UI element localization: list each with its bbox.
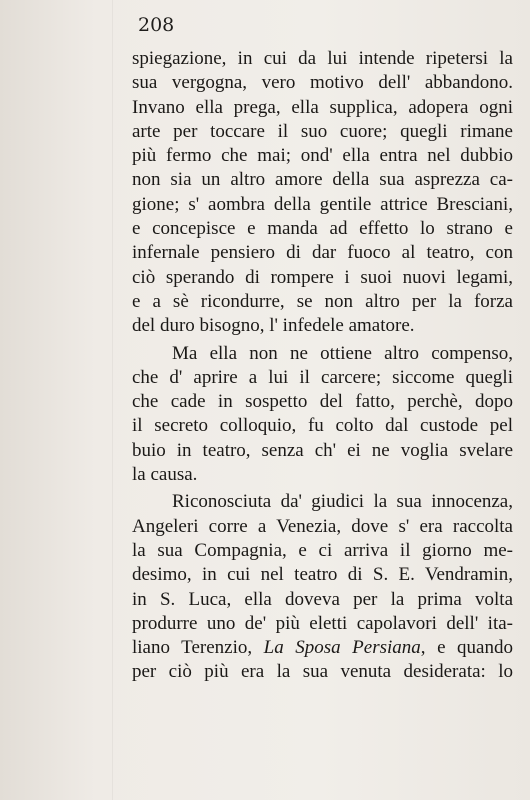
text-line: infernale pensiero di dar fuoco al teatro, con <box>132 242 513 264</box>
text-line: e a sè ricondurre, se non altro per la forza <box>132 290 513 312</box>
text-line: sua vergogna, vero motivo dell' abbandono. <box>132 72 513 94</box>
work-title-italic: La Sposa Persiana <box>263 637 421 659</box>
text-line: gione; s' aombra della gentile attrice Bresciani, <box>132 193 513 215</box>
text-line: la causa. <box>132 464 198 486</box>
text-line-with-italic-title <box>132 636 513 660</box>
page-margin-shadow <box>112 0 113 800</box>
text-line: per ciò più era la sua venuta desiderata: lo <box>132 661 513 683</box>
text-line: Riconosciuta da' giudici la sua innocenza, <box>172 491 513 513</box>
paragraph-1 <box>132 47 513 339</box>
text-line: spiegazione, in cui da lui intende ripetersi la <box>132 48 513 69</box>
text-segment: liano Terenzio, <box>132 637 264 659</box>
body-text <box>132 47 513 685</box>
text-line: più fermo che mai; ond' ella entra nel dubbio <box>132 145 513 167</box>
text-line: produrre uno de' più eletti capolavori dell' ita- <box>132 612 513 634</box>
text-segment: , e quando <box>420 637 513 659</box>
text-line: in S. Luca, ella doveva per la prima volta <box>132 588 513 610</box>
text-line: non sia un altro amore della sua asprezza ca- <box>132 169 513 191</box>
text-line: arte per toccare il suo cuore; quegli rimane <box>132 120 513 142</box>
text-line: ciò sperando di rompere i suoi nuovi legami, <box>132 266 513 288</box>
page-number: 208 <box>138 14 175 36</box>
text-line: Invano ella prega, ella supplica, adopera ogni <box>132 96 513 118</box>
text-line: Ma ella non ne ottiene altro compenso, <box>172 342 513 364</box>
text-line: il secreto colloquio, fu colto dal custode pel <box>132 415 513 437</box>
text-line: che d' aprire a lui il carcere; siccome quegli <box>132 366 513 388</box>
text-line: che cade in sospetto del fatto, perchè, dopo <box>132 391 513 413</box>
text-line: del duro bisogno, l' infedele amatore. <box>132 315 415 337</box>
text-line: Angeleri corre a Venezia, dove s' era raccolta <box>132 515 513 537</box>
text-line: e concepisce e manda ad effetto lo strano e <box>132 218 513 240</box>
text-line: desimo, in cui nel teatro di S. E. Vendramin, <box>132 564 513 586</box>
text-line: buio in teatro, senza ch' ei ne voglia svelare <box>132 439 513 461</box>
text-line: la sua Compagnia, e ci arriva il giorno me- <box>132 539 513 561</box>
paragraph-2 <box>132 342 513 488</box>
paragraph-3 <box>132 490 513 684</box>
